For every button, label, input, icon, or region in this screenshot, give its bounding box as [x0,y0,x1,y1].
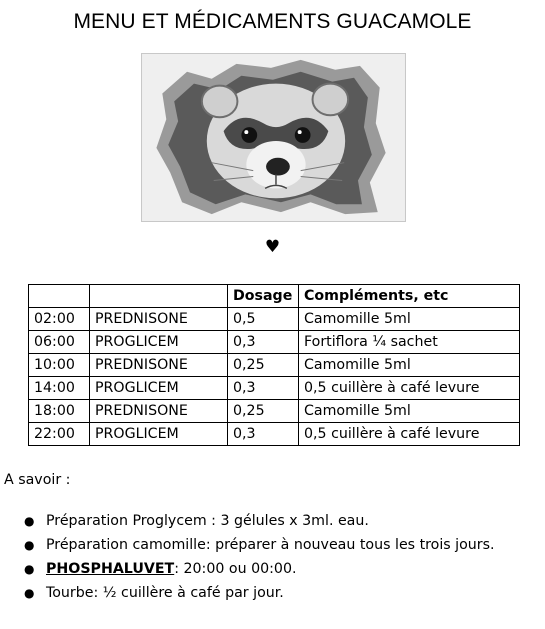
complement-cell: Camomille 5ml [299,308,520,331]
complement-cell: 0,5 cuillère à café levure [299,377,520,400]
table-row [29,377,520,400]
dosage-cell: 0,3 [228,377,299,400]
dosage-cell: 0,3 [228,331,299,354]
time-cell: 10:00 [29,354,90,377]
notes-list [22,510,495,606]
bullet-icon: ● [24,514,35,528]
time-cell: 14:00 [29,377,90,400]
column-header-complements: Compléments, etc [299,285,520,308]
time-cell: 22:00 [29,423,90,446]
ferret-illustration [141,53,406,222]
note-text: Tourbe: ½ cuillère à café par jour. [46,585,284,601]
note-text: Préparation camomille: préparer à nouveau tous les trois jours. [46,537,495,553]
column-header-dosage: Dosage [228,285,299,308]
table-row [29,400,520,423]
bullet-icon: ● [24,562,35,576]
note-text: Préparation Proglycem : 3 gélules x 3ml. eau. [46,513,369,529]
column-header [90,285,228,308]
medication-cell: PREDNISONE [90,354,228,377]
time-cell: 06:00 [29,331,90,354]
complement-cell: Camomille 5ml [299,354,520,377]
list-item [22,534,495,558]
note-emphasis: PHOSPHALUVET [46,561,175,577]
medication-table [28,284,520,446]
dosage-cell: 0,25 [228,400,299,423]
time-cell: 02:00 [29,308,90,331]
medication-cell: PREDNISONE [90,308,228,331]
note-text: : 20:00 ou 00:00. [174,561,297,577]
time-cell: 18:00 [29,400,90,423]
notes-heading: A savoir : [4,472,71,488]
list-item [22,510,495,534]
medication-cell: PROGLICEM [90,377,228,400]
complement-cell: Fortiflora ¼ sachet [299,331,520,354]
list-item [22,582,495,606]
medication-cell: PROGLICEM [90,423,228,446]
dosage-cell: 0,3 [228,423,299,446]
column-header [29,285,90,308]
heart-icon: ♥ [264,237,281,257]
table-row [29,423,520,446]
medication-cell: PREDNISONE [90,400,228,423]
table-row [29,331,520,354]
complement-cell: 0,5 cuillère à café levure [299,423,520,446]
bullet-icon: ● [24,586,35,600]
table-header-row [29,285,520,308]
complement-cell: Camomille 5ml [299,400,520,423]
dosage-cell: 0,25 [228,354,299,377]
bullet-icon: ● [24,538,35,552]
medication-cell: PROGLICEM [90,331,228,354]
dosage-cell: 0,5 [228,308,299,331]
table-row [29,308,520,331]
table-row [29,354,520,377]
list-item [22,558,495,582]
page-title: MENU ET MÉDICAMENTS GUACAMOLE [73,10,472,33]
